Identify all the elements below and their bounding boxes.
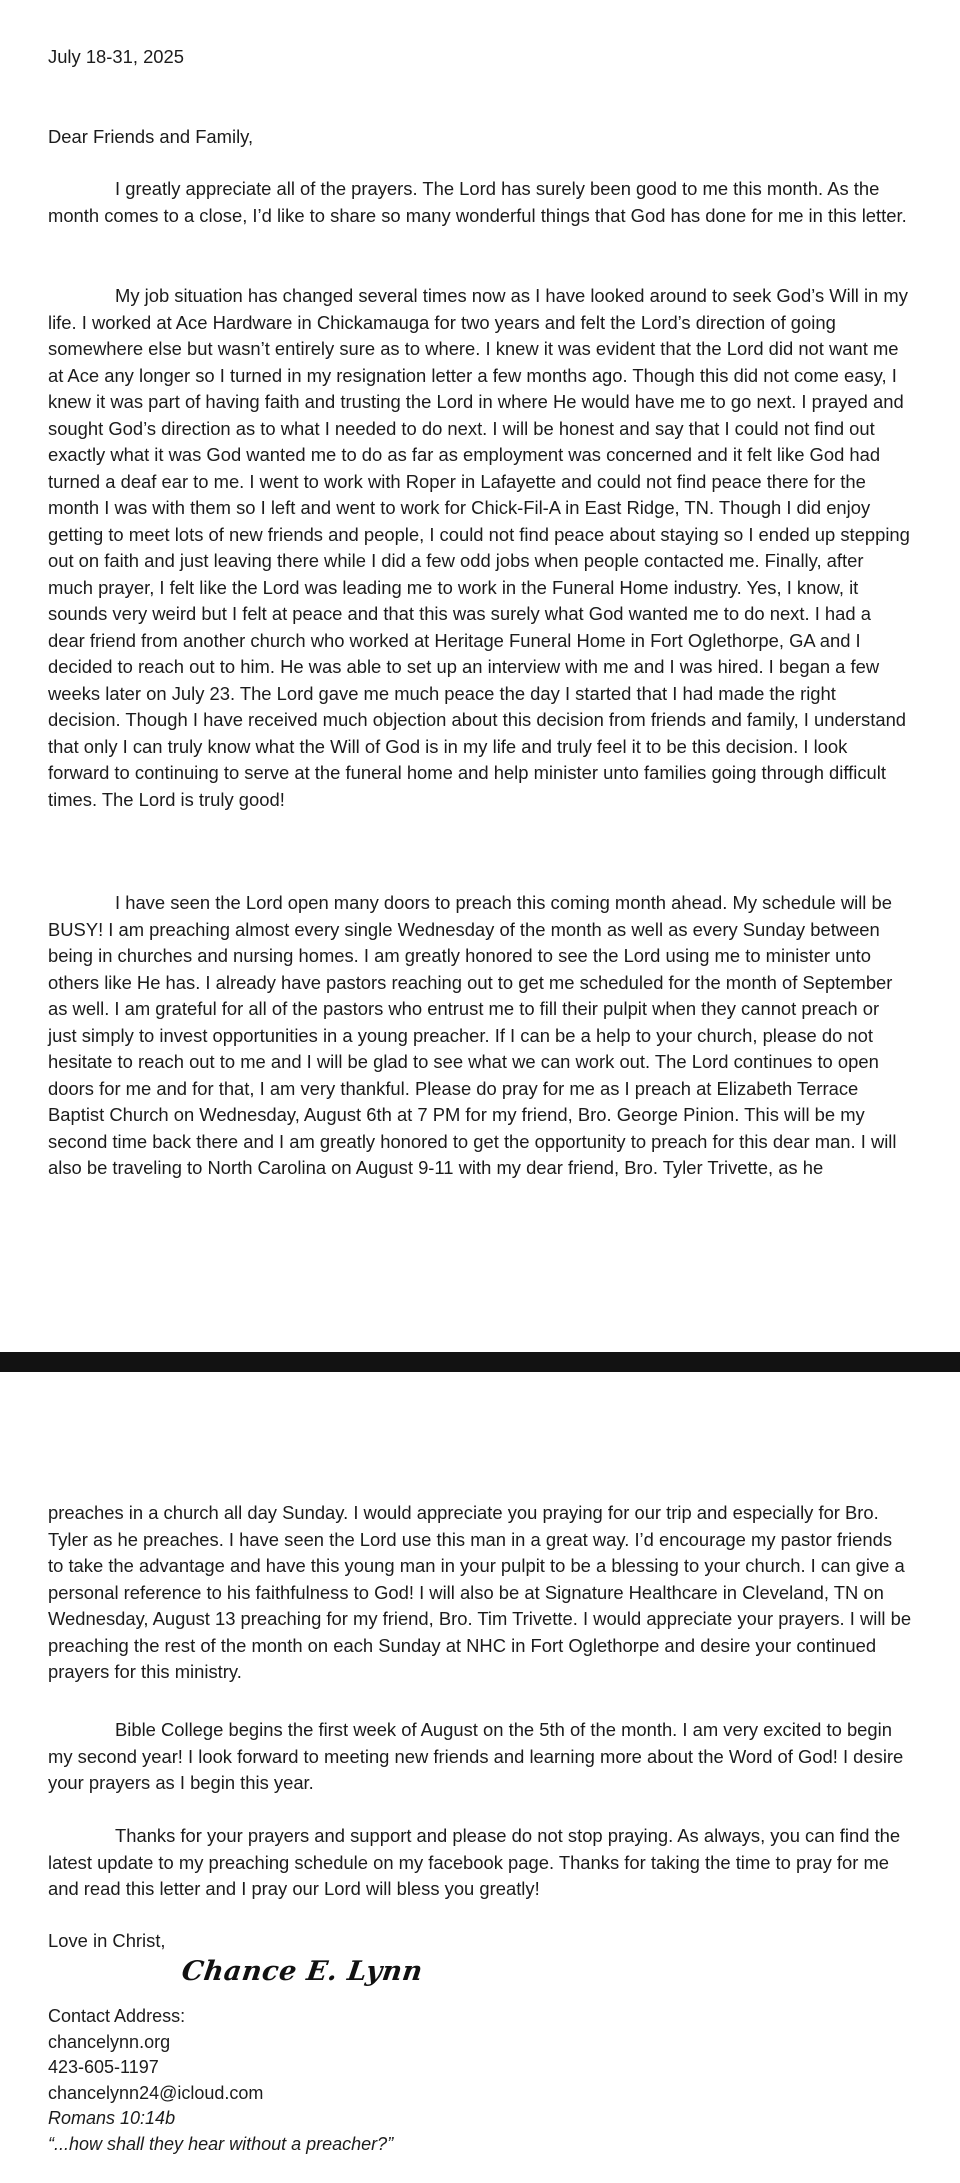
paragraph-bible-college: Bible College begins the first week of August on the 5th of the month. I am very excited to begin my second year! I look forward to meeting new friends and learning more about the Word of God! I desire your prayers as I begin this year. — [48, 1719, 904, 1793]
salutation: Dear Friends and Family, — [48, 126, 254, 147]
contact-label: Contact Address: — [48, 2006, 186, 2026]
signature: Chance E. Lynn — [179, 1956, 425, 1987]
contact-phone: 423-605-1197 — [48, 2057, 159, 2077]
contact-email: chancelynn24@icloud.com — [48, 2082, 264, 2103]
paragraph-thanks: Thanks for your prayers and support and please do not stop praying. As always, you can find the latest update to my preaching schedule on my facebook page. Thanks for taking the time to pray for me and read this letter and I pray our Lord will bless you greatly! — [48, 1825, 901, 1899]
letter-date: July 18-31, 2025 — [48, 46, 184, 67]
closing: Love in Christ, — [48, 1930, 166, 1951]
letter-page-2 — [0, 1372, 960, 2183]
verse-quote: “...how shall they hear without a preacher?” — [48, 2133, 394, 2154]
contact-block — [48, 2004, 912, 2157]
contact-website: chancelynn.org — [48, 2031, 171, 2052]
paragraph-continuation: preaches in a church all day Sunday. I would appreciate you praying for our trip and especially for Bro. Tyler as he preaches. I have seen the Lord use this man in a great way. I’d encourage my pastor friends to take the advantage and have this young man in your pulpit to be a blessing to your church. I can give a personal reference to his faithfulness to God! I will also be at Signature Healthcare in Cleveland, TN on Wednesday, August 13 preaching for my friend, Bro. Tim Trivette. I would appreciate your prayers. I will be preaching the rest of the month on each Sunday at NHC in Fort Oglethorpe and desire your continued prayers for this ministry. — [48, 1502, 912, 1682]
verse-reference: Romans 10:14b — [48, 2108, 176, 2128]
paragraph-job-situation: My job situation has changed several times now as I have looked around to seek God’s Will in my life. I worked at Ace Hardware in Chickamauga for two years and felt the Lord’s direction of going somewhere else but wasn’t entirely sure as to where. I knew it was evident that the Lord did not want me at Ace any longer so I turned in my resignation letter a few months ago. Though this did not come easy, I knew it was part of having faith and trusting the Lord in where He would have me to go next. I prayed and sought God’s direction as to what I needed to do next. I will be honest and say that I could not find out exactly what it was God wanted me to do as far as employment was concerned and it felt like God had turned a deaf ear to me. I went to work with Roper in Lafayette and could not find peace there for the month I was with them so I left and went to work for Chick-Fil-A in East Ridge, TN. Though I did enjoy getting to meet lots of new friends and people, I could not find peace about staying so I ended up stepping out on faith and just leaving there while I did a few odd jobs when people contacted me. Finally, after much prayer, I felt like the Lord was leading me to work in the Funeral Home industry. Yes, I know, it sounds very weird but I felt at peace and that this was surely what God wanted me to do next. I had a dear friend from another church who worked at Heritage Funeral Home in Fort Oglethorpe, GA and I decided to reach out to him. He was able to set up an interview with me and I was hired. I began a few weeks later on July 23. The Lord gave me much peace the day I started that I had made the right decision. Though I have received much objection about this decision from friends and family, I understand that only I can truly know what the Will of God is in my life and truly feel it to be this decision. I look forward to continuing to serve at the funeral home and help minister unto families going through difficult times. The Lord is truly good! — [48, 285, 910, 810]
page-divider — [0, 1352, 960, 1372]
paragraph-gratitude: I greatly appreciate all of the prayers. The Lord has surely been good to me this month. As the month comes to a close, I’d like to share so many wonderful things that God has done for me in this letter. — [48, 178, 907, 226]
paragraph-preaching-schedule: I have seen the Lord open many doors to preach this coming month ahead. My schedule will be BUSY! I am preaching almost every single Wednesday of the month as well as every Sunday between being in churches and nursing homes. I am greatly honored to see the Lord using me to minister unto others like He has. I already have pastors reaching out to get me scheduled for the month of September as well. I am grateful for all of the pastors who entrust me to fill their pulpit when they cannot preach or just simply to invest opportunities in a young preacher. If I can be a help to your church, please do not hesitate to reach out to me and I will be glad to see what we can work out. The Lord continues to open doors for me and for that, I am very thankful. Please do pray for me as I preach at Elizabeth Terrace Baptist Church on Wednesday, August 6th at 7 PM for my friend, Bro. George Pinion. This will be my second time back there and I am greatly honored to get the opportunity to preach for this dear man. I will also be traveling to North Carolina on August 9-11 with my dear friend, Bro. Tyler Trivette, as he — [48, 892, 897, 1178]
